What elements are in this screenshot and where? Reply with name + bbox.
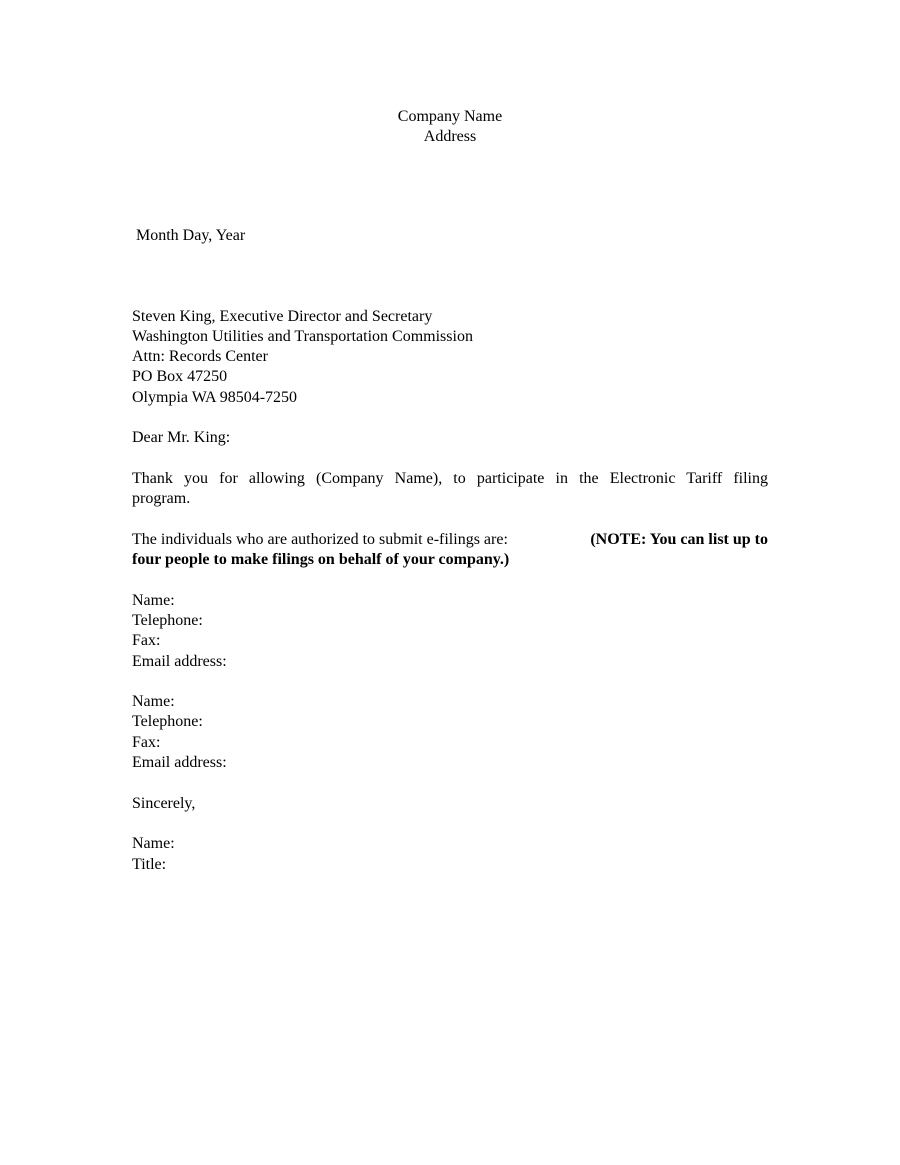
letterhead-company-name: Company Name — [397, 108, 503, 125]
letter-date: Month Day, Year — [136, 227, 246, 244]
paragraph-1-line-1: Thank you for allowing (Company Name), to participate in the Electronic Tariff filing — [132, 470, 768, 487]
closing: Sincerely, — [132, 795, 196, 812]
contact-1-fax-label: Fax: — [132, 632, 161, 649]
paragraph-2-note-end: four people to make filings on behalf of your company.) — [132, 551, 510, 568]
letterhead-address: Address — [423, 128, 477, 145]
contact-1-email-label: Email address: — [132, 653, 227, 670]
contact-2-name-label: Name: — [132, 693, 175, 710]
paragraph-2-line-1 — [132, 530, 768, 550]
contact-1-telephone-label: Telephone: — [132, 612, 203, 629]
signature-title-label: Title: — [132, 856, 167, 873]
contact-2-fax-label: Fax: — [132, 734, 161, 751]
contact-2-email-label: Email address: — [132, 754, 227, 771]
paragraph-1-line-2: program. — [132, 490, 191, 507]
contact-2-telephone-label: Telephone: — [132, 713, 203, 730]
salutation: Dear Mr. King: — [132, 429, 231, 446]
recipient-line-4: PO Box 47250 — [132, 368, 228, 385]
recipient-line-2: Washington Utilities and Transportation Commission — [132, 328, 473, 345]
recipient-line-1: Steven King, Executive Director and Secretary — [132, 308, 433, 325]
signature-name-label: Name: — [132, 835, 175, 852]
recipient-line-5: Olympia WA 98504-7250 — [132, 389, 298, 406]
paragraph-2-note-start: (NOTE: You can list up to — [590, 531, 768, 548]
recipient-line-3: Attn: Records Center — [132, 348, 268, 365]
contact-1-name-label: Name: — [132, 592, 175, 609]
paragraph-2-normal-text: The individuals who are authorized to submit e-filings are: — [132, 531, 508, 548]
